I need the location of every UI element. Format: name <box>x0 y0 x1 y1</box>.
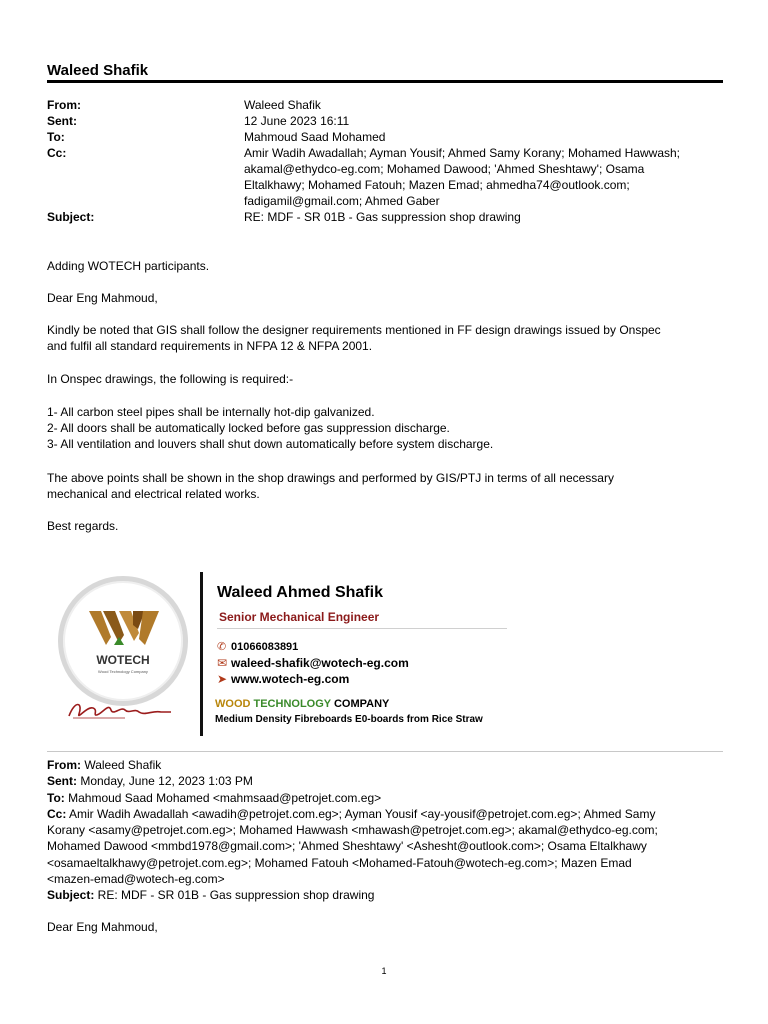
cc-line: akamal@ethydco-eg.com; Mohamed Dawood; 'Ahmed Sheshtawy'; Osama <box>244 162 645 176</box>
cc-line: fadigamil@gmail.com; Ahmed Gaber <box>244 194 440 208</box>
fwd-cc-label: Cc: <box>47 807 67 821</box>
to-label: To: <box>47 130 65 144</box>
requirement-item: 3- All ventilation and louvers shall shut down automatically before system discharge. <box>47 437 494 451</box>
requirement-item: 1- All carbon steel pipes shall be internally hot-dip galvanized. <box>47 405 375 419</box>
email-link[interactable]: waleed-shafik@wotech-eg.com <box>231 656 409 670</box>
phone-row <box>217 640 298 653</box>
header-rule <box>47 80 723 83</box>
fwd-sent-label: Sent: <box>47 774 77 788</box>
handwritten-signature <box>65 696 175 722</box>
cc-label: Cc: <box>47 146 67 160</box>
requirement-item: 2- All doors shall be automatically locked before gas suppression discharge. <box>47 421 450 435</box>
intro-text: Adding WOTECH participants. <box>47 259 210 273</box>
fwd-sent-row <box>47 773 253 789</box>
paragraph-line: and fulfil all standard requirements in NFPA 12 & NFPA 2001. <box>47 339 373 353</box>
company-name-part: TECHNOLOGY <box>253 698 334 710</box>
fwd-to-value: Mahmoud Saad Mohamed <mahmsaad@petrojet.com.eg> <box>64 791 382 805</box>
cc-line: Eltalkhawy; Mohamed Fatouh; Mazen Emad; ahmedha74@outlook.com; <box>244 178 630 192</box>
subject-label: Subject: <box>47 210 95 224</box>
fwd-to-label: To: <box>47 791 65 805</box>
fwd-sent-value: Monday, June 12, 2023 1:03 PM <box>77 774 253 788</box>
fwd-cc-line: <osamaeltalkhawy@petrojet.com.eg>; Mohamed Fatouh <Mohamed-Fatouh@wotech-eg.com>; Mazen Emad <box>47 856 632 870</box>
paragraph-line: The above points shall be shown in the shop drawings and performed by GIS/PTJ in terms of all necessary <box>47 471 614 485</box>
company-name-part: COMPANY <box>333 698 390 710</box>
fwd-subject-value: RE: MDF - SR 01B - Gas suppression shop drawing <box>94 888 375 902</box>
sender-heading: Waleed Shafik <box>47 62 149 79</box>
logo-subtext: Wood Technology Company <box>98 669 148 674</box>
fwd-greeting: Dear Eng Mahmoud, <box>47 920 158 934</box>
company-name <box>215 698 389 710</box>
forward-separator <box>47 751 723 752</box>
fwd-from-value: Waleed Shafik <box>81 758 162 772</box>
fwd-to-row <box>47 790 381 806</box>
from-label: From: <box>47 98 81 112</box>
signature-rule <box>217 628 507 629</box>
email-signature <box>47 568 517 734</box>
mail-icon: ✉ <box>217 656 228 670</box>
company-tagline: Medium Density Fibreboards E0-boards from Rice Straw <box>215 714 483 725</box>
fwd-cc-line: <mazen-emad@wotech-eg.com> <box>47 872 225 886</box>
paragraph-line: mechanical and electrical related works. <box>47 487 260 501</box>
email-row <box>217 656 409 670</box>
website-row <box>217 672 349 686</box>
greeting-text: Dear Eng Mahmoud, <box>47 291 158 305</box>
closing-text: Best regards. <box>47 519 119 533</box>
signature-divider <box>200 572 203 736</box>
phone-number: 01066083891 <box>231 641 299 653</box>
fwd-cc-row <box>47 806 655 822</box>
sent-value: 12 June 2023 16:11 <box>244 114 350 128</box>
company-logo <box>58 576 188 706</box>
signature-role: Senior Mechanical Engineer <box>219 610 380 624</box>
phone-icon: ✆ <box>217 641 227 653</box>
paragraph-line: Kindly be noted that GIS shall follow the designer requirements mentioned in FF design drawings issued by Onspec <box>47 323 661 337</box>
wotech-logo-icon <box>89 607 159 649</box>
fwd-cc-line: Mohamed Dawood <mmbd1978@gmail.com>; 'Ahmed Sheshtawy' <Ashesht@outlook.com>; Osama Eltalkhawy <box>47 839 647 853</box>
from-value: Waleed Shafik <box>244 98 321 112</box>
subject-value: RE: MDF - SR 01B - Gas suppression shop drawing <box>244 210 521 224</box>
fwd-from-label: From: <box>47 758 81 772</box>
website-icon: ➤ <box>217 672 228 686</box>
logo-text: WOTECH <box>96 653 150 667</box>
fwd-subject-row <box>47 887 374 903</box>
cc-line: Amir Wadih Awadallah; Ayman Yousif; Ahmed Samy Korany; Mohamed Hawwash; <box>244 146 681 160</box>
page-number: 1 <box>381 966 387 976</box>
paragraph-text: In Onspec drawings, the following is required:- <box>47 372 294 386</box>
fwd-cc-value: Amir Wadih Awadallah <awadih@petrojet.com.eg>; Ayman Yousif <ay-yousif@petrojet.com.eg>; Ahmed Samy <box>66 807 656 821</box>
fwd-subject-label: Subject: <box>47 888 95 902</box>
to-value: Mahmoud Saad Mohamed <box>244 130 386 144</box>
company-name-part: WOOD <box>215 698 254 710</box>
website-link[interactable]: www.wotech-eg.com <box>231 672 350 686</box>
signature-name: Waleed Ahmed Shafik <box>217 584 383 601</box>
fwd-cc-line: Korany <asamy@petrojet.com.eg>; Mohamed Hawwash <mhawash@petrojet.com.eg>; akamal@ethydco-eg.com; <box>47 823 658 837</box>
sent-label: Sent: <box>47 114 77 128</box>
fwd-from-row <box>47 757 161 773</box>
